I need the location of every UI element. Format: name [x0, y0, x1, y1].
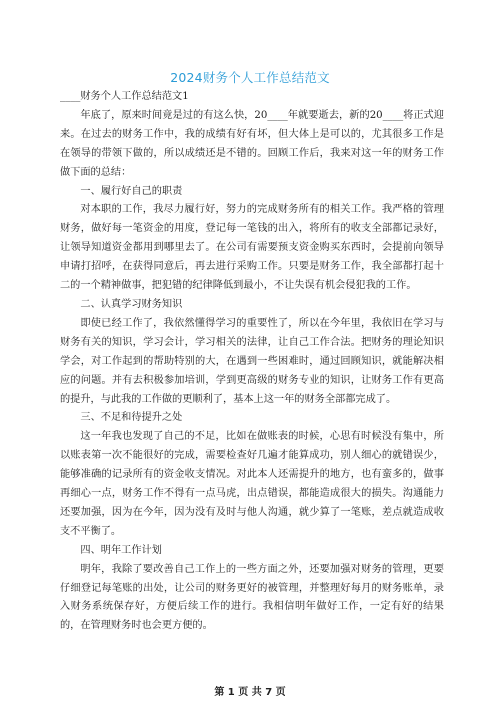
- intro-paragraph: 年底了，原来时间竟是过的有这么快，20____年就要逝去，新的20____将正式迎来。在过去的财务工作中，我的成绩有好有坏，但大体上是可以的，尤其很多工作是在领导的带领下做的，所以成绩还是不错的。回顾工作后，我来对这一年的财务工作做下面的总结：: [60, 109, 444, 178]
- section-heading-2: 二、认真学习财务知识: [80, 298, 183, 310]
- section-body-2: 即使已经工作了，我依然懂得学习的重要性了，所以在今年里，我依旧在学习与财务有关的知识，学习会计，学习相关的法律，让自己工作合法。把财务的理论知识学会，对工作起到的帮助特别的大，在遇到一些困难时，通过回顾知识，就能解决相应的问题。并有去积极参加培训，学到更高级的财务专业的知识，让财务工作有更高的提升，与此我的工作做的更顺利了，基本上这一年的财务全部都完成了。: [60, 317, 444, 405]
- page-number-footer: 第 1 页 共 7 页: [214, 687, 286, 698]
- section-body-3: 这一年我也发现了自己的不足，比如在做账表的时候，心思有时候没有集中，所以账表第一次不能很好的完成，需要检查好几遍才能算成功，别人细心的就错误少，能够准确的记录所有的资金收支情况。对此本人还需提升的地方，也有蛮多的，做事再细心一点，财务工作不得有一点马虎，出点错误，都能造成很大的损失。沟通能力还要加强，因为在今年，因为没有及时与他人沟通，就少算了一笔账，差点就造成收支不平衡了。: [60, 431, 444, 537]
- document-body: [60, 88, 444, 636]
- section-heading-3: 三、不足和待提升之处: [80, 412, 183, 424]
- document-title: 2024财务个人工作总结范文: [170, 70, 330, 85]
- section-body-1: 对本职的工作，我尽力履行好，努力的完成财务所有的相关工作。我严格的管理财务，做好每一笔资金的用度，登记每一笔钱的出入，将所有的收支全部都记录好，让领导知道资金都用到哪里去了。在公司有需要预支资金购买东西时，会提前向领导申请打招呼，在获得同意后，再去进行采购工作。只要是财务工作，我全部都打起十二的一个精神做事，把犯错的纪律降低到最小，不让失误有机会侵犯我的工作。: [60, 204, 444, 292]
- document-subtitle: ____财务个人工作总结范文1: [60, 91, 189, 102]
- section-body-4: 明年，我除了要改善自己工作上的一些方面之外，还要加强对财务的管理，更要仔细登记每笔账的出处，让公司的财务更好的被管理，并整理好每月的财务账单，录入财务系统保存好，方便后续工作的进行。我相信明年做好工作，一定有好的结果的，在管理财务时也会更方便的。: [60, 563, 444, 632]
- section-heading-4: 四、明年工作计划: [80, 544, 162, 556]
- section-heading-1: 一、履行好自己的职责: [80, 185, 183, 197]
